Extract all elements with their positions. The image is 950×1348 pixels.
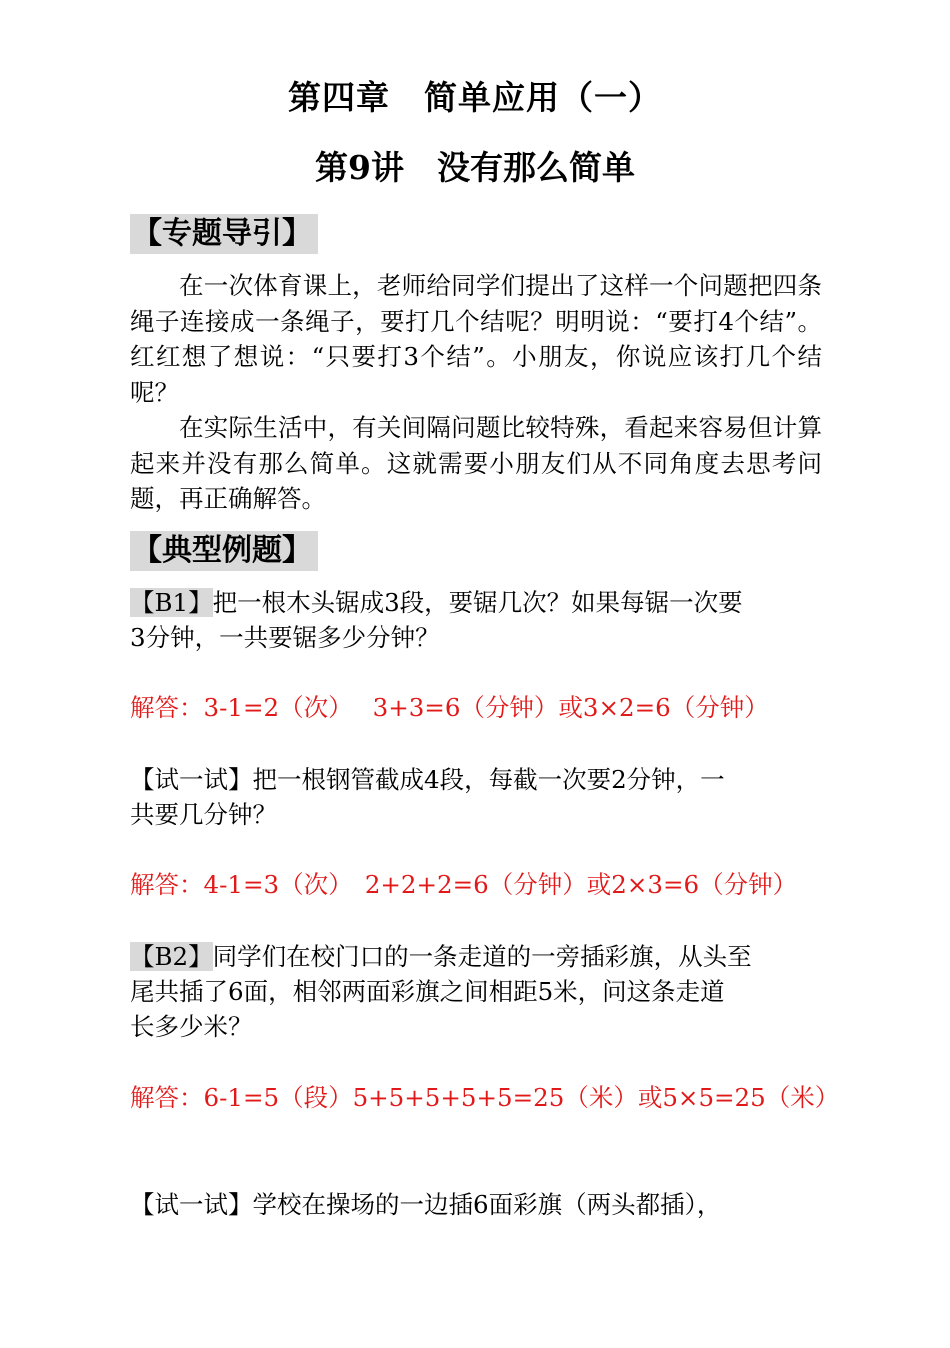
lecture-title: 第9讲 没有那么简单: [315, 148, 635, 187]
try2-question-line1: [130, 1187, 830, 1223]
example-b1-question-line2: 3分钟，一共要锯多少分钟？: [130, 623, 440, 652]
section-heading-examples: 【典型例题】: [130, 531, 318, 571]
example-b2-text: 同学们在校门口的一条走道的一旁插彩旗，从头至: [212, 942, 752, 971]
example-b2-tag: 【B2】: [130, 942, 213, 971]
try1-answer: 解答：4-1=3（次） 2+2+2=6（分钟）或2×3=6（分钟）: [130, 870, 798, 899]
intro-paragraph-1: 在一次体育课上，老师给同学们提出了这样一个问题把四条绳子连接成一条绳子，要打几个结呢？明明说：“要打4个结”。红红想了想说：“只要打3个结”。小朋友，你说应该打几个结呢？: [130, 271, 822, 407]
chapter-title: 第四章 简单应用（一）: [288, 78, 662, 117]
try1-question-line2: 共要几分钟？: [130, 800, 277, 829]
example-b1-answer: 解答：3-1=2（次） 3+3=6（分钟）或3×2=6（分钟）: [130, 693, 769, 722]
example-b1-question-line1: [130, 585, 830, 621]
try2-text: 学校在操场的一边插6面彩旗（两头都插），: [252, 1190, 722, 1219]
example-b2-question-line3: 长多少米？: [130, 1012, 253, 1041]
try1-text: 把一根钢管截成4段，每截一次要2分钟，一: [252, 765, 725, 794]
example-b2-question-line1: [130, 939, 830, 975]
try1-question-line1: [130, 762, 830, 798]
example-b2-answer: 解答：6-1=5（段）5+5+5+5+5=25（米）或5×5=25（米）: [130, 1083, 840, 1112]
example-b2-question-line2: 尾共插了6面，相邻两面彩旗之间相距5米，问这条走道: [130, 977, 725, 1006]
example-b1-tag: 【B1】: [130, 588, 213, 617]
try1-tag: 【试一试】: [130, 765, 253, 794]
intro-paragraph-2: 在实际生活中，有关间隔问题比较特殊，看起来容易但计算起来并没有那么简单。这就需要小朋友们从不同角度去思考问题，再正确解答。: [130, 413, 822, 513]
try2-tag: 【试一试】: [130, 1190, 253, 1219]
section-heading-intro: 【专题导引】: [130, 214, 318, 254]
example-b1-text: 把一根木头锯成3段，要锯几次？如果每锯一次要: [212, 588, 743, 617]
